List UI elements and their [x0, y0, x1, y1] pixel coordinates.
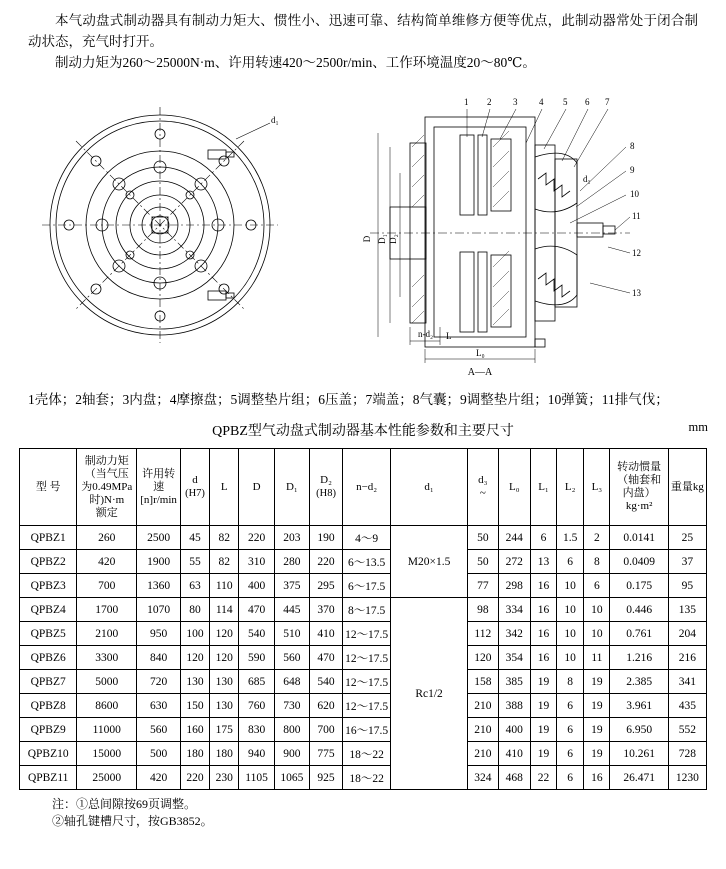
cell-D1: 1065 [274, 766, 309, 790]
cell-L3: 8 [584, 550, 610, 574]
cell-D1: 510 [274, 622, 309, 646]
cell-nd2: 4～9 [343, 526, 391, 550]
cell-L3: 19 [584, 718, 610, 742]
cell-L0: 272 [498, 550, 530, 574]
cell-d: 55 [181, 550, 210, 574]
figure-section-view [330, 87, 710, 377]
cell-D: 685 [239, 670, 274, 694]
cell-weight: 341 [668, 670, 706, 694]
figure-front-view [40, 105, 310, 355]
figure-legend: 1壳体；2轴套；3内盘；4摩擦盘；5调整垫片组；6压盖；7端盖；8气囊；9调整垫片组；10弹簧；11排气伐； [28, 392, 669, 407]
cell-model: QPBZ7 [20, 670, 77, 694]
cell-nd2: 18～22 [343, 766, 391, 790]
cell-inertia: 2.385 [610, 670, 668, 694]
header-d3-main: d₃ [478, 474, 488, 486]
cell-L1: 16 [530, 622, 556, 646]
cell-D2: 540 [310, 670, 343, 694]
cell-torque: 5000 [77, 670, 137, 694]
cell-model: QPBZ10 [20, 742, 77, 766]
cell-model: QPBZ8 [20, 694, 77, 718]
table-unit: mm [688, 420, 708, 434]
cell-weight: 37 [668, 550, 706, 574]
cell-model: QPBZ9 [20, 718, 77, 742]
cell-L2: 6 [557, 742, 584, 766]
cell-D2: 220 [310, 550, 343, 574]
cell-torque: 11000 [77, 718, 137, 742]
front-view-label-d1: d₁ [271, 115, 279, 125]
spec-table-body [20, 526, 707, 790]
cell-d3: 112 [467, 622, 498, 646]
cell-weight: 204 [668, 622, 706, 646]
cell-L2: 8 [557, 670, 584, 694]
cell-d3: 98 [467, 598, 498, 622]
cell-speed: 950 [137, 622, 181, 646]
table-notes [52, 796, 726, 830]
cell-L2: 6 [557, 694, 584, 718]
callout-10: 10 [630, 189, 639, 199]
cell-D: 830 [239, 718, 274, 742]
cell-weight: 552 [668, 718, 706, 742]
cell-speed: 1360 [137, 574, 181, 598]
cell-speed: 1900 [137, 550, 181, 574]
callout-13: 13 [632, 288, 641, 298]
cell-D: 220 [239, 526, 274, 550]
cell-nd2: 12～17.5 [343, 622, 391, 646]
cell-L2: 10 [557, 646, 584, 670]
spec-table-header-row [20, 449, 707, 526]
header-L1: L₁ [530, 449, 556, 526]
table-row [20, 670, 707, 694]
cell-torque: 700 [77, 574, 137, 598]
cell-model: QPBZ5 [20, 622, 77, 646]
cell-L1: 19 [530, 718, 556, 742]
cell-D2: 700 [310, 718, 343, 742]
cell-L: 114 [210, 598, 239, 622]
cell-inertia: 10.261 [610, 742, 668, 766]
cell-speed: 560 [137, 718, 181, 742]
cell-L1: 19 [530, 742, 556, 766]
cell-L1: 22 [530, 766, 556, 790]
table-title-row [0, 420, 726, 440]
cell-D1: 203 [274, 526, 309, 550]
table-title: QPBZ型气动盘式制动器基本性能参数和主要尺寸 [212, 424, 514, 439]
cell-d: 220 [181, 766, 210, 790]
cell-weight: 728 [668, 742, 706, 766]
cell-torque: 3300 [77, 646, 137, 670]
table-row [20, 742, 707, 766]
cell-D2: 370 [310, 598, 343, 622]
cell-L: 120 [210, 622, 239, 646]
cell-L0: 342 [498, 622, 530, 646]
dim-D: D [362, 235, 372, 243]
dim-d1-right: d₁ [583, 174, 591, 184]
cell-L2: 10 [557, 622, 584, 646]
header-d3-sub: ~ [479, 487, 486, 499]
cell-nd2: 12～17.5 [343, 670, 391, 694]
cell-nd2: 12～17.5 [343, 694, 391, 718]
cell-d: 150 [181, 694, 210, 718]
cell-model: QPBZ1 [20, 526, 77, 550]
table-row [20, 550, 707, 574]
header-speed: 许用转速[n]r/min [137, 449, 181, 526]
cell-L3: 16 [584, 766, 610, 790]
cell-L0: 388 [498, 694, 530, 718]
cell-D1: 445 [274, 598, 309, 622]
cell-torque: 8600 [77, 694, 137, 718]
table-row [20, 574, 707, 598]
cell-L: 180 [210, 742, 239, 766]
cell-d: 130 [181, 670, 210, 694]
cell-d3: 210 [467, 718, 498, 742]
cell-L3: 19 [584, 670, 610, 694]
cell-L0: 385 [498, 670, 530, 694]
cell-d1: Rc1/2 [391, 598, 468, 790]
cell-torque: 260 [77, 526, 137, 550]
cell-L1: 16 [530, 574, 556, 598]
cell-D1: 800 [274, 718, 309, 742]
cell-d3: 324 [467, 766, 498, 790]
cell-D1: 900 [274, 742, 309, 766]
cell-speed: 1070 [137, 598, 181, 622]
header-weight: 重量kg [668, 449, 706, 526]
cell-D: 940 [239, 742, 274, 766]
spec-table [19, 448, 707, 790]
cell-d: 63 [181, 574, 210, 598]
cell-speed: 630 [137, 694, 181, 718]
cell-D2: 925 [310, 766, 343, 790]
header-D2-sub: (H8) [316, 488, 336, 499]
header-D1: D₁ [274, 449, 309, 526]
header-d-main: d [192, 474, 198, 486]
cell-L3: 2 [584, 526, 610, 550]
table-row [20, 646, 707, 670]
header-L: L [210, 449, 239, 526]
cell-L1: 19 [530, 694, 556, 718]
header-inertia: 转动惯量（轴套和内盘）kg·m² [610, 449, 668, 526]
cell-nd2: 12～17.5 [343, 646, 391, 670]
cell-d3: 210 [467, 742, 498, 766]
header-torque-sub: 额定 [95, 506, 118, 519]
cell-torque: 1700 [77, 598, 137, 622]
dim-L0: L₀ [476, 348, 485, 358]
callout-12: 12 [632, 248, 641, 258]
callout-1: 1 [464, 97, 469, 107]
cell-D2: 190 [310, 526, 343, 550]
front-view-drawing [40, 105, 310, 355]
header-d3 [467, 449, 498, 526]
cell-L1: 16 [530, 598, 556, 622]
cell-D1: 375 [274, 574, 309, 598]
cell-speed: 420 [137, 766, 181, 790]
dim-nd2: n-d₂ [418, 329, 434, 339]
section-label: A—A [467, 367, 493, 377]
cell-L0: 410 [498, 742, 530, 766]
cell-L: 82 [210, 550, 239, 574]
cell-L1: 19 [530, 670, 556, 694]
section-view-drawing [330, 87, 710, 377]
cell-nd2: 18～22 [343, 742, 391, 766]
callout-5: 5 [563, 97, 568, 107]
cell-torque: 15000 [77, 742, 137, 766]
table-row [20, 766, 707, 790]
header-D: D [239, 449, 274, 526]
cell-nd2: 8～17.5 [343, 598, 391, 622]
cell-torque: 420 [77, 550, 137, 574]
cell-L1: 6 [530, 526, 556, 550]
cell-L3: 19 [584, 694, 610, 718]
cell-L2: 6 [557, 550, 584, 574]
cell-inertia: 0.761 [610, 622, 668, 646]
cell-L0: 298 [498, 574, 530, 598]
cell-weight: 135 [668, 598, 706, 622]
cell-inertia: 0.446 [610, 598, 668, 622]
cell-d3: 77 [467, 574, 498, 598]
note-1: 注：①总间隙按69页调整。 [52, 797, 197, 811]
cell-d3: 50 [467, 550, 498, 574]
callout-9: 9 [630, 165, 635, 175]
header-torque-main: 制动力矩（当气压为0.49MPa时)N·m [81, 454, 133, 506]
header-nd2: n−d₂ [343, 449, 391, 526]
cell-d: 180 [181, 742, 210, 766]
header-L0: L₀ [498, 449, 530, 526]
cell-L0: 334 [498, 598, 530, 622]
header-L3: L₃ [584, 449, 610, 526]
cell-d: 80 [181, 598, 210, 622]
cell-inertia: 0.0141 [610, 526, 668, 550]
cell-d: 120 [181, 646, 210, 670]
dim-D2: D₂ [388, 234, 398, 244]
cell-d: 45 [181, 526, 210, 550]
header-model: 型 号 [20, 449, 77, 526]
cell-torque: 25000 [77, 766, 137, 790]
cell-L: 130 [210, 670, 239, 694]
cell-D: 760 [239, 694, 274, 718]
cell-speed: 840 [137, 646, 181, 670]
cell-L0: 244 [498, 526, 530, 550]
cell-d3: 120 [467, 646, 498, 670]
cell-weight: 216 [668, 646, 706, 670]
cell-model: QPBZ11 [20, 766, 77, 790]
cell-L3: 10 [584, 622, 610, 646]
cell-torque: 2100 [77, 622, 137, 646]
cell-L1: 16 [530, 646, 556, 670]
cell-L3: 11 [584, 646, 610, 670]
table-row [20, 694, 707, 718]
cell-weight: 95 [668, 574, 706, 598]
cell-L2: 10 [557, 598, 584, 622]
cell-L3: 6 [584, 574, 610, 598]
callout-2: 2 [487, 97, 492, 107]
cell-nd2: 16～17.5 [343, 718, 391, 742]
callout-3: 3 [513, 97, 518, 107]
cell-L: 230 [210, 766, 239, 790]
cell-nd2: 6～17.5 [343, 574, 391, 598]
dim-D1: D₁ [377, 234, 387, 244]
header-D2-main: D₂ [320, 474, 332, 486]
cell-inertia: 3.961 [610, 694, 668, 718]
cell-L: 175 [210, 718, 239, 742]
cell-L3: 10 [584, 598, 610, 622]
intro-paragraph-2: 制动力矩为260～25000N·m、许用转速420～2500r/min、工作环境温度20～80℃。 [55, 55, 536, 70]
cell-L0: 400 [498, 718, 530, 742]
cell-D: 310 [239, 550, 274, 574]
header-d-sub: (H7) [185, 488, 205, 499]
cell-L3: 19 [584, 742, 610, 766]
cell-D1: 730 [274, 694, 309, 718]
cell-model: QPBZ4 [20, 598, 77, 622]
cell-D: 1105 [239, 766, 274, 790]
header-torque [77, 449, 137, 526]
cell-D: 590 [239, 646, 274, 670]
cell-L: 110 [210, 574, 239, 598]
cell-d: 100 [181, 622, 210, 646]
table-row [20, 526, 707, 550]
cell-d3: 210 [467, 694, 498, 718]
cell-speed: 2500 [137, 526, 181, 550]
callout-11: 11 [632, 211, 641, 221]
cell-nd2: 6～13.5 [343, 550, 391, 574]
cell-inertia: 0.175 [610, 574, 668, 598]
cell-d1: M20×1.5 [391, 526, 468, 598]
cell-L2: 6 [557, 766, 584, 790]
figure-group [0, 85, 726, 385]
cell-L2: 1.5 [557, 526, 584, 550]
note-2: ②轴孔键槽尺寸，按GB3852。 [52, 814, 213, 828]
cell-D2: 775 [310, 742, 343, 766]
cell-D: 470 [239, 598, 274, 622]
cell-D2: 470 [310, 646, 343, 670]
cell-inertia: 6.950 [610, 718, 668, 742]
cell-L2: 10 [557, 574, 584, 598]
cell-L: 130 [210, 694, 239, 718]
callout-6: 6 [585, 97, 590, 107]
cell-weight: 25 [668, 526, 706, 550]
cell-inertia: 0.0409 [610, 550, 668, 574]
intro-paragraph-1: 本气动盘式制动器具有制动力矩大、惯性小、迅速可靠、结构简单维修方便等优点，此制动器常处于闭合制动状态，充气时打开。 [28, 13, 698, 49]
spec-table-head [20, 449, 707, 526]
cell-L1: 13 [530, 550, 556, 574]
cell-inertia: 26.471 [610, 766, 668, 790]
cell-weight: 1230 [668, 766, 706, 790]
cell-L: 120 [210, 646, 239, 670]
header-D2 [310, 449, 343, 526]
cell-L0: 354 [498, 646, 530, 670]
header-d [181, 449, 210, 526]
cell-d: 160 [181, 718, 210, 742]
cell-L2: 6 [557, 718, 584, 742]
cell-D2: 620 [310, 694, 343, 718]
callout-7: 7 [605, 97, 610, 107]
cell-D1: 560 [274, 646, 309, 670]
cell-d3: 50 [467, 526, 498, 550]
table-row [20, 598, 707, 622]
header-L2: L₂ [557, 449, 584, 526]
cell-D: 400 [239, 574, 274, 598]
table-row [20, 622, 707, 646]
cell-speed: 500 [137, 742, 181, 766]
cell-D2: 295 [310, 574, 343, 598]
table-row [20, 718, 707, 742]
callout-4: 4 [539, 97, 544, 107]
cell-inertia: 1.216 [610, 646, 668, 670]
cell-model: QPBZ6 [20, 646, 77, 670]
cell-D1: 280 [274, 550, 309, 574]
cell-weight: 435 [668, 694, 706, 718]
cell-D1: 648 [274, 670, 309, 694]
cell-d3: 158 [467, 670, 498, 694]
cell-L0: 468 [498, 766, 530, 790]
cell-speed: 720 [137, 670, 181, 694]
cell-D: 540 [239, 622, 274, 646]
cell-D2: 410 [310, 622, 343, 646]
dim-L: L [446, 331, 452, 341]
cell-model: QPBZ3 [20, 574, 77, 598]
callout-8: 8 [630, 141, 635, 151]
cell-L: 82 [210, 526, 239, 550]
cell-model: QPBZ2 [20, 550, 77, 574]
header-d1: d₁ [391, 449, 468, 526]
